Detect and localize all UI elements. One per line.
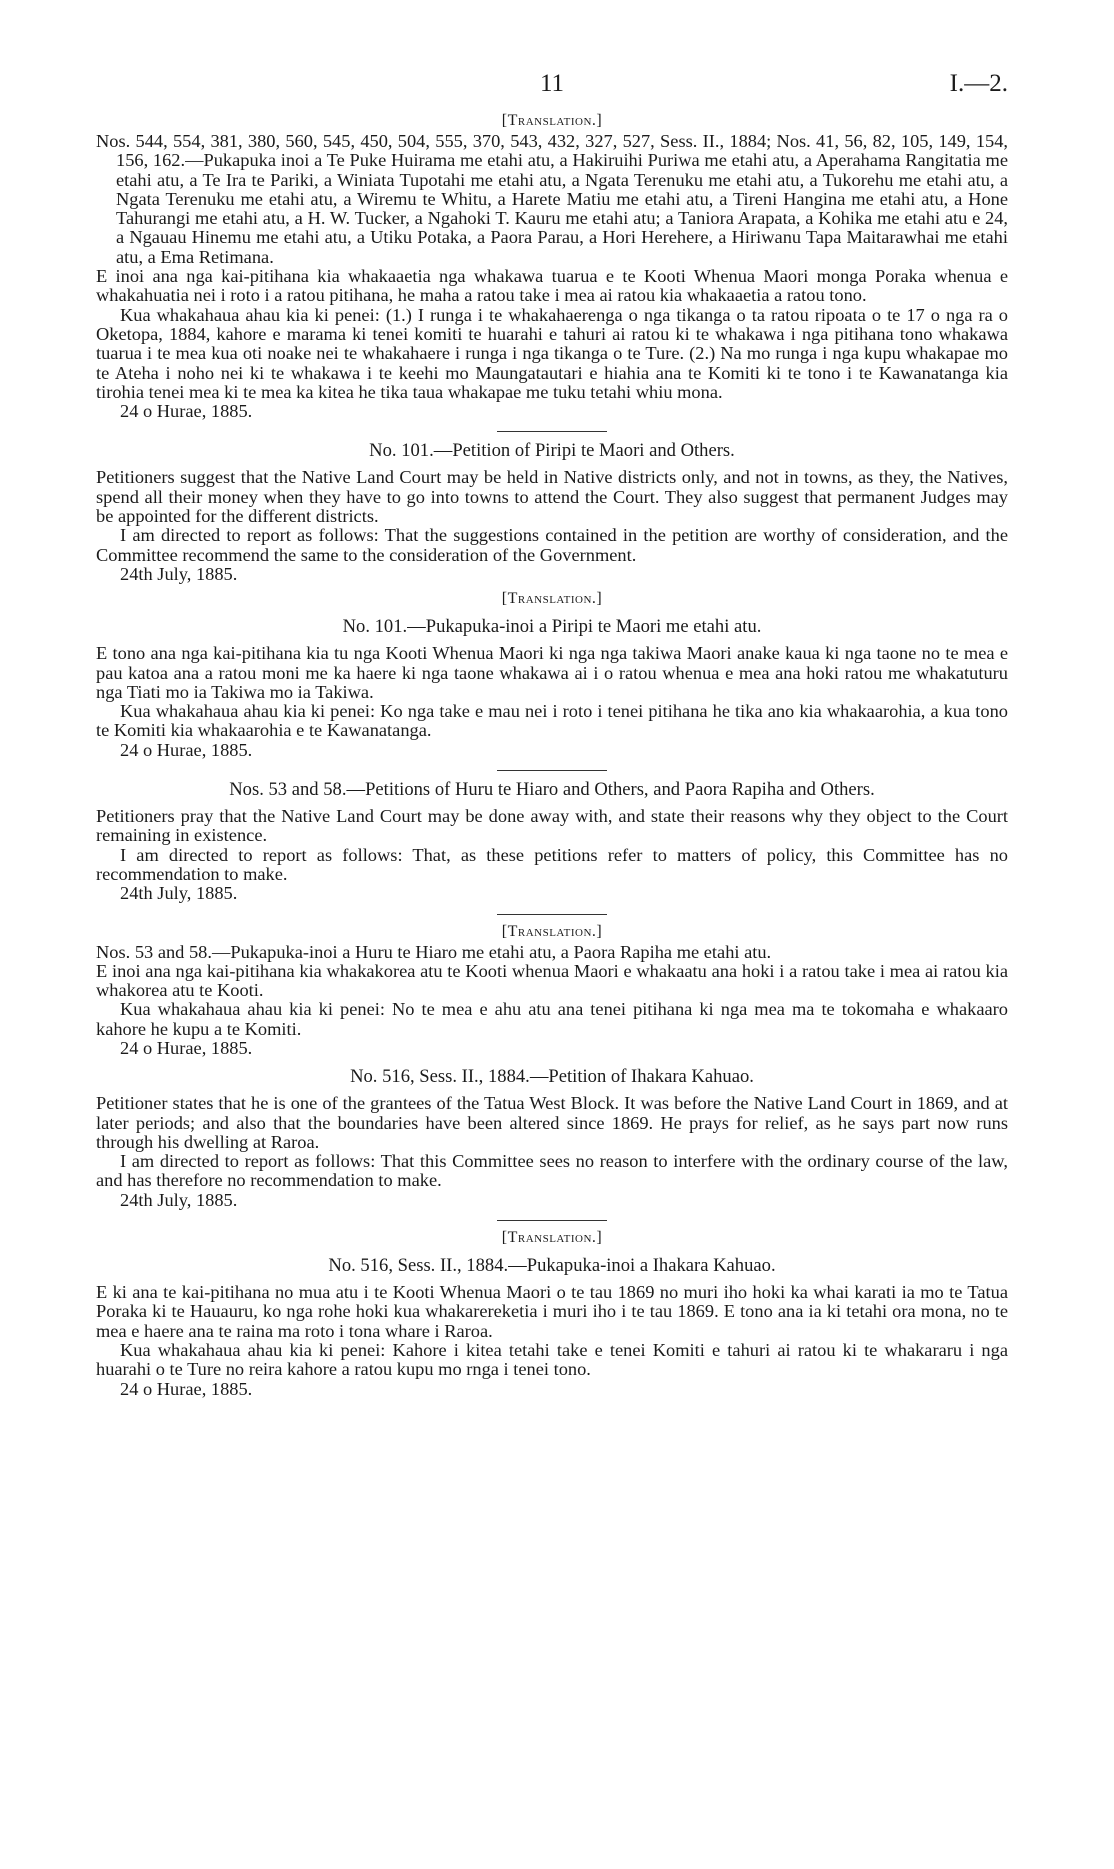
translation-label: [Translation.]: [501, 1229, 603, 1247]
prayer-paragraph: Petitioner states that he is one of the grantees of the Tatua West Block. It was before the Native Land Court in 1869, and at later periods; and also that the boundaries have been altered since 1869. He prays for relief, as he says part now runs through his dwelling at Raroa.: [96, 1093, 1008, 1152]
report-paragraph: I am directed to report as follows: That, as these petitions refer to matters of policy, this Committee has no recommendation to make.: [96, 844, 1008, 884]
section-petition-101: [96, 440, 1008, 584]
prayer-paragraph: E inoi ana nga kai-pitihana kia whakakorea atu te Kooti whenua Maori e whakaatu ana hoki i a ratou take i mea ai ratou kia whakorea atu te Kooti.: [96, 960, 1008, 1001]
section-translation-53-58: [96, 923, 1008, 1059]
document-page: [96, 70, 1008, 1850]
section-petitions-53-58: [96, 779, 1008, 903]
prayer-paragraph: E ki ana te kai-pitihana no mua atu i te Kooti Whenua Maori o te tau 1869 no muri iho hoki ka whai karati ia mo te Tatua Poraka ki te Hauauru, ko nga rohe hoki kua whakarereketia i muri iho i te tau 1869. E tono ana ia ki tetahi ora mona, no te mea e haere ana te raina ma roto i tona whare i Raroa.: [96, 1282, 1008, 1341]
section-title: Nos. 53 and 58.—Pukapuka-inoi a Huru te Hiaro me etahi atu, a Paora Rapiha me etahi atu.: [96, 941, 772, 962]
section-divider: [497, 914, 607, 915]
page-header: [96, 70, 1008, 106]
report-paragraph: Kua whakahaua ahau kia ki penei: (1.) I runga i te whakahaerenga o nga tikanga o ta ratou ripoata o te 17 o nga ra o Oketopa, 1884, kahore e marama ki tenei komiti te huarahi e tahuri ai ratou ki te whakawa i nga pitihana tono whakawa tuarua i te mea kua oti noake nei te whakahaere i runga i nga tikanga o te Ture. (2.) Na mo runga i nga kupu whakapae mo te Ateha i noho nei ki te whakawa i te keehi mo Maungatautari e hiahia ana te Komiti ki te tono i te Kawanatanga kia tirohia tenei mea ki te mea ka kitea he tika taua whakapae me tuku tetahi whiu mona.: [96, 304, 1008, 402]
section-translation-petitions-list: [96, 112, 1008, 421]
petition-list-paragraph: Nos. 544, 554, 381, 380, 560, 545, 450, 504, 555, 370, 543, 432, 327, 527, Sess. II., 1884; Nos. 41, 56, 82, 105, 149, 154, 156, 162.—Pukapuka inoi a Te Puke Huirama me etahi atu, a Hakiruihi Puriwa me etahi atu, a Aperahama Rangitatia me etahi atu, a Te Ira te Pariki, a Winiata Tupotahi me etahi atu, a Ngata Terenuku me etahi atu, a Tukorehu me etahi atu, a Ngata Terenuku me etahi atu, a Wiremu te Whitu, a Harete Matiu me etahi atu, a Tireni Hangina me etahi atu, a Hone Tahurangi me etahi atu, a H. W. Tucker, a Ngahoki T. Kauru me etahi atu; a Taniora Arapata, a Kohika me etahi atu e 24, a Ngauau Hinemu me etahi atu, a Utiku Potaka, a Paora Parau, a Hori Herehere, a Hiriwanu Tapa Maitarawhai me etahi atu, a Ema Retimana.: [96, 131, 1008, 267]
document-reference: I.—2.: [949, 70, 1008, 97]
section-title: No. 516, Sess. II., 1884.—Petition of Ihakara Kahuao.: [350, 1066, 754, 1088]
translation-label: [Translation.]: [501, 112, 603, 129]
section-translation-516: [96, 1229, 1008, 1399]
section-title: No. 101.—Petition of Piripi te Maori and Others.: [369, 440, 735, 462]
report-date: 24th July, 1885.: [120, 883, 238, 904]
translation-label: [Translation.]: [501, 590, 603, 608]
report-date: 24 o Hurae, 1885.: [120, 1037, 253, 1058]
report-paragraph: Kua whakahaua ahau kia ki penei: No te mea e ahu atu ana tenei pitihana ki nga mea ma te tokomaha e whakaaro kahore he kupu a te Komiti.: [96, 999, 1008, 1039]
prayer-paragraph: E tono ana nga kai-pitihana kia tu nga Kooti Whenua Maori ki nga nga takiwa Maori anake kaua ki nga taone no te mea e pau katoa ana a ratou moni me ka haere ki nga taone whakawa ai i o ratou whenua e mea ana hoki ratou me whakatuturu nga Tiati mo ia Takiwa mo ia Takiwa.: [96, 643, 1008, 702]
section-divider: [497, 431, 607, 432]
report-date: 24th July, 1885.: [120, 1189, 238, 1210]
report-date: 24 o Hurae, 1885.: [120, 401, 253, 422]
report-date: 24 o Hurae, 1885.: [120, 739, 253, 760]
prayer-paragraph: Petitioners suggest that the Native Land Court may be held in Native districts only, and not in towns, as they, the Natives, spend all their money when they have to go into towns to attend the Court. They also suggest that permanent Judges may be appointed for the different districts.: [96, 467, 1008, 527]
section-translation-101: [96, 590, 1008, 760]
section-divider: [497, 770, 607, 771]
report-date: 24 o Hurae, 1885.: [120, 1378, 253, 1399]
report-paragraph: Kua whakahaua ahau kia ki penei: Ko nga take e mau nei i roto i tenei pitihana he tika ano kia whakaarohia, a kua tono te Komiti kia whakaarohia e te Kawanatanga.: [96, 701, 1008, 741]
section-title: No. 101.—Pukapuka-inoi a Piripi te Maori me etahi atu.: [342, 616, 762, 638]
report-paragraph: I am directed to report as follows: That the suggestions contained in the petition are worthy of consideration, and the Committee recommend the same to the consideration of the Government.: [96, 525, 1008, 565]
prayer-paragraph: E inoi ana nga kai-pitihana kia whakaaetia nga whakawa tuarua e te Kooti Whenua Maori monga Poraka whenua e whakahuatia nei i roto i a ratou pitihana, he maha a ratou take i mea ai ratou kia whakaaetia a ratou tono.: [96, 266, 1008, 306]
section-petition-516: [96, 1066, 1008, 1210]
section-divider: [497, 1220, 607, 1221]
prayer-paragraph: Petitioners pray that the Native Land Court may be done away with, and state their reasons why they object to the Court remaining in existence.: [96, 806, 1008, 846]
report-paragraph: Kua whakahaua ahau kia ki penei: Kahore i kitea tetahi take e tenei Komiti e tahuri ai ratou ki te whakararu i nga huarahi o te Ture no reira kahore a ratou kupu mo rnga i tenei tono.: [96, 1339, 1008, 1380]
section-title: Nos. 53 and 58.—Petitions of Huru te Hiaro and Others, and Paora Rapiha and Others.: [229, 779, 875, 801]
report-paragraph: I am directed to report as follows: That this Committee sees no reason to interfere with the ordinary course of the law, and has therefore no recommendation to make.: [96, 1151, 1008, 1191]
section-title: No. 516, Sess. II., 1884.—Pukapuka-inoi a Ihakara Kahuao.: [328, 1255, 776, 1277]
translation-label: [Translation.]: [501, 922, 603, 940]
page-number: 11: [539, 70, 565, 97]
report-date: 24th July, 1885.: [120, 563, 238, 584]
